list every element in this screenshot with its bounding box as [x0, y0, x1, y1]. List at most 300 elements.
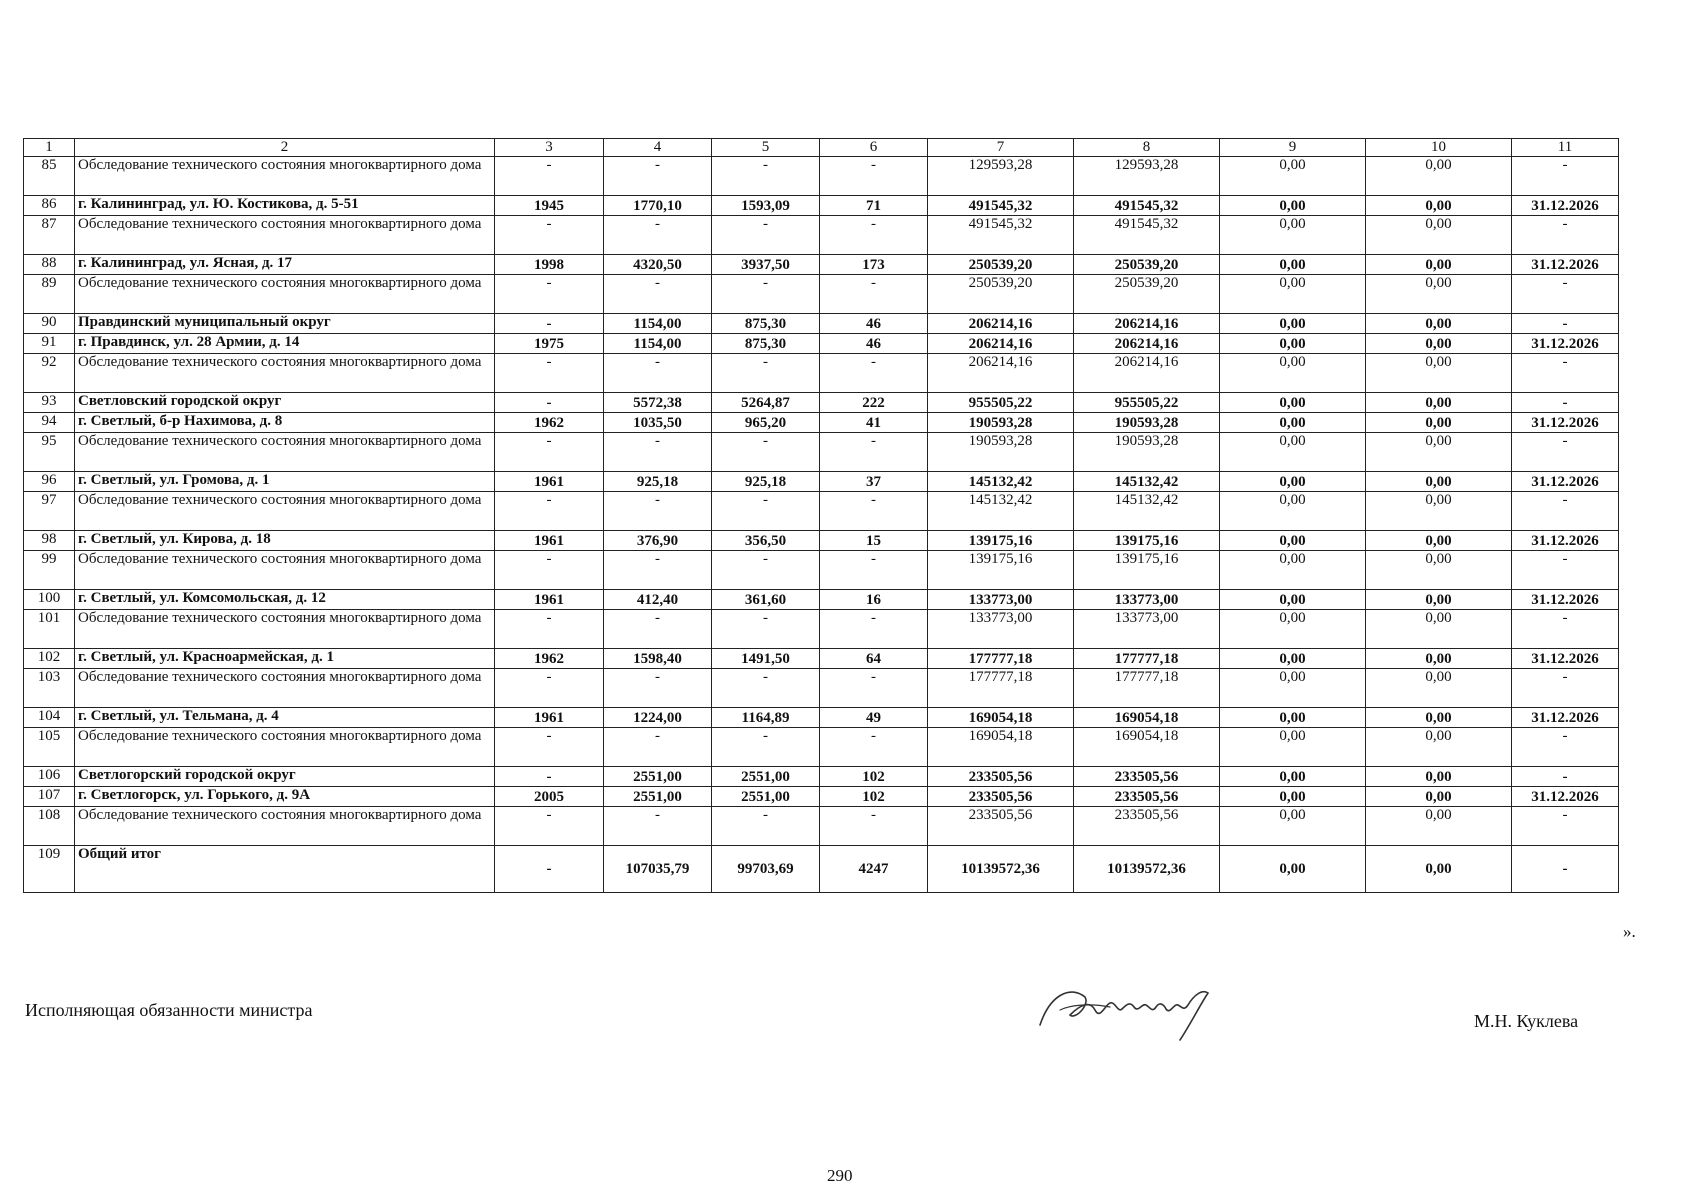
- value-cell: -: [1512, 767, 1619, 787]
- value-cell: 0,00: [1366, 531, 1512, 551]
- value-cell: 0,00: [1220, 216, 1366, 255]
- value-cell: 0,00: [1220, 354, 1366, 393]
- row-name-cell: Обследование технического состояния многоквартирного дома: [75, 157, 495, 196]
- value-cell: 129593,28: [1074, 157, 1220, 196]
- value-cell: 1998: [495, 255, 604, 275]
- value-cell: 0,00: [1220, 846, 1366, 893]
- value-cell: 0,00: [1366, 610, 1512, 649]
- row-name-cell: Светлогорский городской округ: [75, 767, 495, 787]
- value-cell: 145132,42: [928, 472, 1074, 492]
- row-number-cell: 106: [24, 767, 75, 787]
- table-row: [24, 393, 1619, 413]
- value-cell: 0,00: [1220, 728, 1366, 767]
- value-cell: 190593,28: [1074, 433, 1220, 472]
- row-number-cell: 95: [24, 433, 75, 472]
- table-header-row: [24, 139, 1619, 157]
- value-cell: -: [820, 492, 928, 531]
- row-name-cell: Обследование технического состояния многоквартирного дома: [75, 354, 495, 393]
- value-cell: 10139572,36: [928, 846, 1074, 893]
- table-row: [24, 255, 1619, 275]
- value-cell: 0,00: [1220, 472, 1366, 492]
- value-cell: 31.12.2026: [1512, 413, 1619, 433]
- value-cell: 102: [820, 767, 928, 787]
- value-cell: 2005: [495, 787, 604, 807]
- row-number-cell: 92: [24, 354, 75, 393]
- value-cell: 5572,38: [604, 393, 712, 413]
- table-row: [24, 413, 1619, 433]
- value-cell: 206214,16: [928, 354, 1074, 393]
- row-number-cell: 89: [24, 275, 75, 314]
- data-table: [23, 138, 1619, 893]
- row-name-cell: Обследование технического состояния многоквартирного дома: [75, 433, 495, 472]
- row-name-cell: Обследование технического состояния многоквартирного дома: [75, 728, 495, 767]
- row-name-cell: г. Светлый, ул. Кирова, д. 18: [75, 531, 495, 551]
- value-cell: 37: [820, 472, 928, 492]
- value-cell: 250539,20: [1074, 255, 1220, 275]
- row-name-cell: г. Правдинск, ул. 28 Армии, д. 14: [75, 334, 495, 354]
- value-cell: 31.12.2026: [1512, 649, 1619, 669]
- value-cell: 0,00: [1366, 590, 1512, 610]
- value-cell: 16: [820, 590, 928, 610]
- value-cell: -: [495, 492, 604, 531]
- value-cell: 0,00: [1220, 314, 1366, 334]
- value-cell: 169054,18: [928, 708, 1074, 728]
- value-cell: -: [1512, 728, 1619, 767]
- value-cell: 0,00: [1220, 334, 1366, 354]
- value-cell: 0,00: [1366, 846, 1512, 893]
- value-cell: -: [820, 275, 928, 314]
- value-cell: 0,00: [1220, 492, 1366, 531]
- value-cell: 412,40: [604, 590, 712, 610]
- row-number-cell: 86: [24, 196, 75, 216]
- table-row: [24, 157, 1619, 196]
- value-cell: 0,00: [1220, 807, 1366, 846]
- value-cell: 376,90: [604, 531, 712, 551]
- value-cell: 2551,00: [604, 787, 712, 807]
- value-cell: 139175,16: [928, 551, 1074, 590]
- value-cell: -: [604, 492, 712, 531]
- value-cell: -: [1512, 354, 1619, 393]
- value-cell: 0,00: [1220, 393, 1366, 413]
- value-cell: 2551,00: [712, 787, 820, 807]
- value-cell: 3937,50: [712, 255, 820, 275]
- value-cell: -: [820, 551, 928, 590]
- column-header: 8: [1074, 139, 1220, 157]
- value-cell: -: [712, 354, 820, 393]
- value-cell: 1154,00: [604, 314, 712, 334]
- value-cell: 31.12.2026: [1512, 590, 1619, 610]
- value-cell: 0,00: [1366, 649, 1512, 669]
- value-cell: 133773,00: [1074, 610, 1220, 649]
- value-cell: 0,00: [1366, 255, 1512, 275]
- table-row: [24, 610, 1619, 649]
- value-cell: -: [1512, 157, 1619, 196]
- value-cell: -: [1512, 393, 1619, 413]
- value-cell: 1154,00: [604, 334, 712, 354]
- value-cell: 0,00: [1220, 708, 1366, 728]
- value-cell: 925,18: [712, 472, 820, 492]
- row-name-cell: Обследование технического состояния многоквартирного дома: [75, 807, 495, 846]
- value-cell: -: [495, 433, 604, 472]
- value-cell: 1598,40: [604, 649, 712, 669]
- table-row: [24, 216, 1619, 255]
- value-cell: 41: [820, 413, 928, 433]
- column-header: 9: [1220, 139, 1366, 157]
- value-cell: 2551,00: [604, 767, 712, 787]
- row-name-cell: г. Калининград, ул. Ю. Костикова, д. 5-51: [75, 196, 495, 216]
- value-cell: -: [495, 728, 604, 767]
- value-cell: 1961: [495, 590, 604, 610]
- value-cell: 206214,16: [1074, 314, 1220, 334]
- value-cell: -: [1512, 551, 1619, 590]
- value-cell: 875,30: [712, 314, 820, 334]
- value-cell: -: [712, 433, 820, 472]
- value-cell: -: [495, 669, 604, 708]
- value-cell: 0,00: [1366, 393, 1512, 413]
- value-cell: -: [495, 846, 604, 893]
- value-cell: 0,00: [1366, 334, 1512, 354]
- value-cell: -: [604, 551, 712, 590]
- value-cell: -: [604, 433, 712, 472]
- row-name-cell: г. Светлый, б-р Нахимова, д. 8: [75, 413, 495, 433]
- value-cell: 31.12.2026: [1512, 472, 1619, 492]
- column-header: 2: [75, 139, 495, 157]
- value-cell: 0,00: [1366, 196, 1512, 216]
- value-cell: -: [495, 157, 604, 196]
- value-cell: 31.12.2026: [1512, 531, 1619, 551]
- row-number-cell: 108: [24, 807, 75, 846]
- row-name-cell: г. Калининград, ул. Ясная, д. 17: [75, 255, 495, 275]
- value-cell: 955505,22: [1074, 393, 1220, 413]
- value-cell: 31.12.2026: [1512, 196, 1619, 216]
- table-row: [24, 492, 1619, 531]
- value-cell: -: [712, 275, 820, 314]
- value-cell: -: [712, 492, 820, 531]
- value-cell: -: [495, 216, 604, 255]
- value-cell: 222: [820, 393, 928, 413]
- value-cell: 133773,00: [928, 610, 1074, 649]
- value-cell: 233505,56: [1074, 807, 1220, 846]
- value-cell: 145132,42: [928, 492, 1074, 531]
- value-cell: -: [1512, 610, 1619, 649]
- table-row: [24, 551, 1619, 590]
- value-cell: 356,50: [712, 531, 820, 551]
- value-cell: -: [820, 610, 928, 649]
- table-row: [24, 196, 1619, 216]
- table-body: [24, 157, 1619, 893]
- value-cell: 206214,16: [928, 334, 1074, 354]
- value-cell: 15: [820, 531, 928, 551]
- value-cell: 0,00: [1366, 157, 1512, 196]
- row-name-cell: Обследование технического состояния многоквартирного дома: [75, 610, 495, 649]
- value-cell: 1491,50: [712, 649, 820, 669]
- value-cell: 0,00: [1366, 708, 1512, 728]
- value-cell: 0,00: [1366, 413, 1512, 433]
- table-row: [24, 275, 1619, 314]
- value-cell: 206214,16: [1074, 354, 1220, 393]
- row-number-cell: 102: [24, 649, 75, 669]
- row-name-cell: г. Светлогорск, ул. Горького, д. 9А: [75, 787, 495, 807]
- row-number-cell: 109: [24, 846, 75, 893]
- row-number-cell: 99: [24, 551, 75, 590]
- row-name-cell: Светловский городской округ: [75, 393, 495, 413]
- row-number-cell: 98: [24, 531, 75, 551]
- value-cell: 0,00: [1220, 433, 1366, 472]
- value-cell: 31.12.2026: [1512, 787, 1619, 807]
- value-cell: 10139572,36: [1074, 846, 1220, 893]
- value-cell: 250539,20: [928, 275, 1074, 314]
- value-cell: 4247: [820, 846, 928, 893]
- row-name-cell: Правдинский муниципальный округ: [75, 314, 495, 334]
- value-cell: 0,00: [1220, 649, 1366, 669]
- value-cell: -: [495, 354, 604, 393]
- row-number-cell: 104: [24, 708, 75, 728]
- value-cell: -: [820, 157, 928, 196]
- value-cell: 46: [820, 314, 928, 334]
- column-header: 7: [928, 139, 1074, 157]
- value-cell: 1961: [495, 472, 604, 492]
- value-cell: 233505,56: [928, 787, 1074, 807]
- value-cell: 1224,00: [604, 708, 712, 728]
- value-cell: 955505,22: [928, 393, 1074, 413]
- value-cell: -: [495, 393, 604, 413]
- value-cell: 0,00: [1366, 728, 1512, 767]
- value-cell: -: [1512, 275, 1619, 314]
- value-cell: 2551,00: [712, 767, 820, 787]
- row-number-cell: 85: [24, 157, 75, 196]
- value-cell: -: [712, 157, 820, 196]
- row-number-cell: 103: [24, 669, 75, 708]
- row-number-cell: 94: [24, 413, 75, 433]
- row-number-cell: 88: [24, 255, 75, 275]
- row-number-cell: 105: [24, 728, 75, 767]
- value-cell: 0,00: [1366, 433, 1512, 472]
- value-cell: 925,18: [604, 472, 712, 492]
- table-row: [24, 314, 1619, 334]
- value-cell: -: [1512, 216, 1619, 255]
- table-row: [24, 531, 1619, 551]
- value-cell: -: [495, 314, 604, 334]
- value-cell: 139175,16: [1074, 551, 1220, 590]
- row-name-cell: г. Светлый, ул. Громова, д. 1: [75, 472, 495, 492]
- value-cell: -: [604, 275, 712, 314]
- row-number-cell: 107: [24, 787, 75, 807]
- value-cell: 0,00: [1220, 767, 1366, 787]
- row-name-cell: Обследование технического состояния многоквартирного дома: [75, 669, 495, 708]
- value-cell: -: [712, 551, 820, 590]
- value-cell: 145132,42: [1074, 472, 1220, 492]
- value-cell: -: [712, 807, 820, 846]
- value-cell: 1962: [495, 413, 604, 433]
- value-cell: 0,00: [1366, 354, 1512, 393]
- value-cell: -: [604, 669, 712, 708]
- value-cell: -: [820, 807, 928, 846]
- value-cell: -: [604, 216, 712, 255]
- row-name-cell: Обследование технического состояния многоквартирного дома: [75, 275, 495, 314]
- value-cell: 965,20: [712, 413, 820, 433]
- value-cell: 102: [820, 787, 928, 807]
- value-cell: -: [495, 551, 604, 590]
- value-cell: 0,00: [1366, 216, 1512, 255]
- value-cell: -: [820, 433, 928, 472]
- value-cell: 1945: [495, 196, 604, 216]
- value-cell: -: [495, 275, 604, 314]
- table-row: [24, 433, 1619, 472]
- row-name-cell: г. Светлый, ул. Тельмана, д. 4: [75, 708, 495, 728]
- value-cell: -: [1512, 807, 1619, 846]
- row-number-cell: 91: [24, 334, 75, 354]
- table-row: [24, 669, 1619, 708]
- value-cell: 139175,16: [928, 531, 1074, 551]
- value-cell: 71: [820, 196, 928, 216]
- value-cell: -: [712, 610, 820, 649]
- value-cell: 46: [820, 334, 928, 354]
- value-cell: 491545,32: [928, 216, 1074, 255]
- value-cell: 0,00: [1220, 531, 1366, 551]
- value-cell: 49: [820, 708, 928, 728]
- value-cell: 0,00: [1366, 787, 1512, 807]
- value-cell: 0,00: [1366, 492, 1512, 531]
- value-cell: 190593,28: [928, 433, 1074, 472]
- value-cell: 0,00: [1220, 787, 1366, 807]
- row-number-cell: 93: [24, 393, 75, 413]
- table-row: [24, 787, 1619, 807]
- table-row: [24, 649, 1619, 669]
- value-cell: 133773,00: [1074, 590, 1220, 610]
- value-cell: 0,00: [1220, 590, 1366, 610]
- value-cell: 1961: [495, 531, 604, 551]
- value-cell: -: [712, 669, 820, 708]
- value-cell: -: [1512, 314, 1619, 334]
- column-header: 4: [604, 139, 712, 157]
- value-cell: -: [1512, 433, 1619, 472]
- value-cell: 133773,00: [928, 590, 1074, 610]
- row-number-cell: 96: [24, 472, 75, 492]
- closing-quote: ».: [1623, 922, 1636, 941]
- value-cell: 0,00: [1366, 551, 1512, 590]
- value-cell: 206214,16: [1074, 334, 1220, 354]
- value-cell: 0,00: [1220, 669, 1366, 708]
- value-cell: 1035,50: [604, 413, 712, 433]
- value-cell: 875,30: [712, 334, 820, 354]
- column-header: 3: [495, 139, 604, 157]
- value-cell: -: [604, 728, 712, 767]
- value-cell: 0,00: [1220, 196, 1366, 216]
- signatory-title: Исполняющая обязанности министра: [25, 1000, 313, 1020]
- value-cell: 250539,20: [928, 255, 1074, 275]
- value-cell: 190593,28: [1074, 413, 1220, 433]
- value-cell: 233505,56: [1074, 767, 1220, 787]
- value-cell: 173: [820, 255, 928, 275]
- value-cell: 129593,28: [928, 157, 1074, 196]
- value-cell: 206214,16: [928, 314, 1074, 334]
- row-number-cell: 101: [24, 610, 75, 649]
- value-cell: 491545,32: [1074, 216, 1220, 255]
- value-cell: 145132,42: [1074, 492, 1220, 531]
- value-cell: 0,00: [1366, 807, 1512, 846]
- value-cell: 1962: [495, 649, 604, 669]
- value-cell: -: [604, 157, 712, 196]
- table-row: [24, 472, 1619, 492]
- value-cell: 0,00: [1220, 551, 1366, 590]
- value-cell: -: [495, 807, 604, 846]
- row-number-cell: 90: [24, 314, 75, 334]
- handwritten-signature: [1030, 975, 1230, 1045]
- value-cell: -: [495, 610, 604, 649]
- value-cell: 0,00: [1220, 157, 1366, 196]
- column-header: 1: [24, 139, 75, 157]
- value-cell: -: [712, 216, 820, 255]
- value-cell: 177777,18: [1074, 669, 1220, 708]
- value-cell: -: [604, 610, 712, 649]
- value-cell: 491545,32: [928, 196, 1074, 216]
- value-cell: 233505,56: [928, 767, 1074, 787]
- row-name-cell: г. Светлый, ул. Комсомольская, д. 12: [75, 590, 495, 610]
- column-header: 11: [1512, 139, 1619, 157]
- value-cell: 0,00: [1220, 413, 1366, 433]
- value-cell: 177777,18: [1074, 649, 1220, 669]
- table-row: [24, 846, 1619, 893]
- value-cell: 99703,69: [712, 846, 820, 893]
- row-name-cell: Обследование технического состояния многоквартирного дома: [75, 551, 495, 590]
- value-cell: 1164,89: [712, 708, 820, 728]
- value-cell: 31.12.2026: [1512, 334, 1619, 354]
- value-cell: 5264,87: [712, 393, 820, 413]
- value-cell: -: [820, 669, 928, 708]
- value-cell: 4320,50: [604, 255, 712, 275]
- value-cell: 177777,18: [928, 649, 1074, 669]
- signatory-name: М.Н. Куклева: [1474, 1011, 1579, 1031]
- value-cell: 0,00: [1366, 314, 1512, 334]
- value-cell: 64: [820, 649, 928, 669]
- value-cell: 491545,32: [1074, 196, 1220, 216]
- table-row: [24, 728, 1619, 767]
- row-name-cell: г. Светлый, ул. Красноармейская, д. 1: [75, 649, 495, 669]
- value-cell: -: [712, 728, 820, 767]
- value-cell: 1770,10: [604, 196, 712, 216]
- table-row: [24, 807, 1619, 846]
- value-cell: -: [820, 728, 928, 767]
- page-number: 290: [827, 1166, 853, 1185]
- table-row: [24, 708, 1619, 728]
- value-cell: 31.12.2026: [1512, 255, 1619, 275]
- value-cell: 139175,16: [1074, 531, 1220, 551]
- value-cell: -: [495, 767, 604, 787]
- value-cell: 0,00: [1220, 275, 1366, 314]
- value-cell: 31.12.2026: [1512, 708, 1619, 728]
- value-cell: -: [1512, 846, 1619, 893]
- value-cell: 0,00: [1366, 669, 1512, 708]
- value-cell: 233505,56: [928, 807, 1074, 846]
- column-header: 5: [712, 139, 820, 157]
- value-cell: 1961: [495, 708, 604, 728]
- value-cell: 169054,18: [1074, 708, 1220, 728]
- value-cell: 1593,09: [712, 196, 820, 216]
- value-cell: -: [604, 807, 712, 846]
- row-number-cell: 87: [24, 216, 75, 255]
- value-cell: 107035,79: [604, 846, 712, 893]
- value-cell: 0,00: [1366, 472, 1512, 492]
- row-name-cell: Обследование технического состояния многоквартирного дома: [75, 216, 495, 255]
- value-cell: 169054,18: [928, 728, 1074, 767]
- value-cell: 169054,18: [1074, 728, 1220, 767]
- value-cell: -: [604, 354, 712, 393]
- value-cell: 0,00: [1220, 610, 1366, 649]
- table-row: [24, 354, 1619, 393]
- value-cell: -: [1512, 492, 1619, 531]
- value-cell: -: [820, 354, 928, 393]
- row-name-cell: Общий итог: [75, 846, 495, 893]
